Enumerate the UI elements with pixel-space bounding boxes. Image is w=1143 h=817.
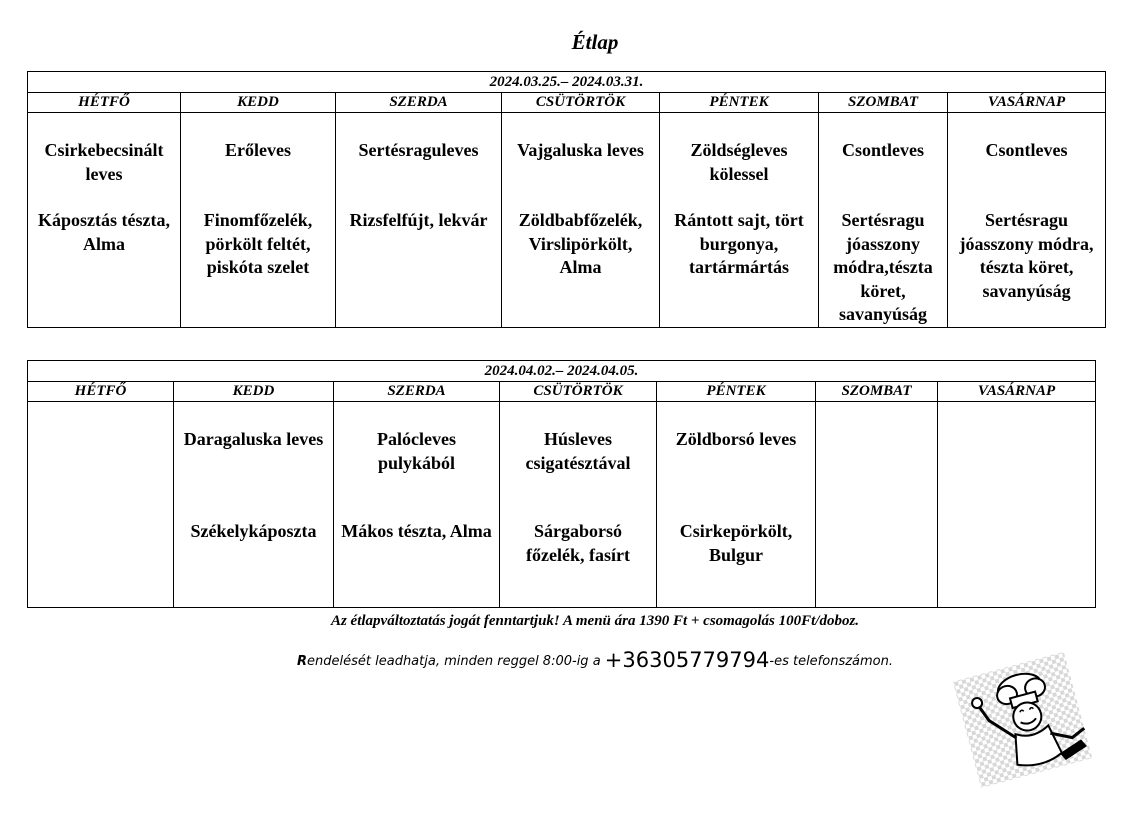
week2-day-header: VASÁRNAP [938, 382, 1096, 402]
soup-text: Sertésraguleves [358, 140, 479, 160]
week1-date-range: 2024.03.25.– 2024.03.31. [28, 72, 1106, 93]
week2-menu-cell [657, 402, 816, 608]
soup-text [938, 402, 1095, 520]
week2-menu-cell [500, 402, 657, 608]
week1-menu-cell [28, 113, 181, 328]
main-course-text: Sertésragu jóasszony módra,tészta köret, savanyúság [833, 210, 933, 324]
week1-menu-cell [181, 113, 336, 328]
main-course-text: Rántott sajt, tört burgonya, tartármártás [674, 210, 804, 277]
soup-text: Húsleves csigatésztával [525, 429, 631, 473]
week2-day-header: CSÜTÖRTÖK [500, 382, 657, 402]
soup-text [28, 402, 173, 520]
week2-date-range: 2024.04.02.– 2024.04.05. [28, 361, 1096, 382]
week2-day-header: HÉTFŐ [28, 382, 174, 402]
soup-text: Vajgaluska leves [517, 140, 644, 160]
week1-day-header: HÉTFŐ [28, 93, 181, 113]
week2-day-header: SZERDA [334, 382, 500, 402]
soup-text: Erőleves [225, 140, 291, 160]
week1-menu-cell [336, 113, 502, 328]
main-course-text: Rizsfelfújt, lekvár [349, 210, 488, 230]
main-course-text: Sárgaborsó főzelék, fasírt [526, 521, 630, 565]
order-text-suffix: -es telefonszámon. [769, 654, 893, 669]
main-course-text: Finomfőzelék, pörkölt feltét, piskóta szelet [203, 210, 313, 277]
week2-menu-cell [938, 402, 1096, 608]
chef-icon [950, 650, 1095, 790]
soup-text: Zöldségleves kölessel [690, 140, 788, 184]
week1-day-header: CSÜTÖRTÖK [502, 93, 660, 113]
week2-day-header: KEDD [174, 382, 334, 402]
week1-day-header: SZERDA [336, 93, 502, 113]
week1-menu-cell [502, 113, 660, 328]
main-course-text: Zöldbabfőzelék, Virslipörkölt, Alma [518, 210, 643, 277]
week2-menu-cell [174, 402, 334, 608]
week1-day-header: VASÁRNAP [948, 93, 1106, 113]
main-course-text: Mákos tészta, Alma [341, 521, 492, 541]
soup-text: Daragaluska leves [183, 429, 324, 449]
week1-day-header: SZOMBAT [819, 93, 948, 113]
soup-text: Zöldborsó leves [675, 429, 797, 449]
page-title: Étlap [571, 30, 619, 54]
soup-text: Csontleves [842, 140, 924, 160]
soup-text: Palócleves pulykából [377, 429, 456, 473]
phone-number: +36305779794 [604, 648, 770, 672]
order-first-letter: R [297, 654, 308, 669]
week1-day-header: PÉNTEK [660, 93, 819, 113]
week1-menu-cell [948, 113, 1106, 328]
main-course-text: Székelykáposzta [190, 521, 317, 541]
week1-day-header: KEDD [181, 93, 336, 113]
soup-text [816, 402, 937, 520]
week1-menu-table [27, 71, 1106, 328]
price-note: Az étlapváltoztatás jogát fenntartjuk! A menü ára 1390 Ft + csomagolás 100Ft/doboz. [330, 613, 860, 629]
week2-menu-table [27, 360, 1096, 608]
soup-text: Csontleves [985, 140, 1068, 160]
soup-text: Csirkebecsinált leves [44, 140, 164, 184]
order-text: endelését leadhatja, minden reggel 8:00-ig a [307, 654, 605, 669]
main-course-text: Sertésragu jóasszony módra, tészta köret, savanyúság [959, 210, 1094, 301]
week2-day-header: PÉNTEK [657, 382, 816, 402]
main-course-text: Káposztás tészta, Alma [38, 210, 170, 254]
week1-menu-cell [819, 113, 948, 328]
week2-menu-cell [28, 402, 174, 608]
week1-menu-cell [660, 113, 819, 328]
main-course-text: Csirkepörkölt, Bulgur [679, 521, 793, 565]
week2-menu-cell [334, 402, 500, 608]
week2-day-header: SZOMBAT [816, 382, 938, 402]
week2-menu-cell [816, 402, 938, 608]
